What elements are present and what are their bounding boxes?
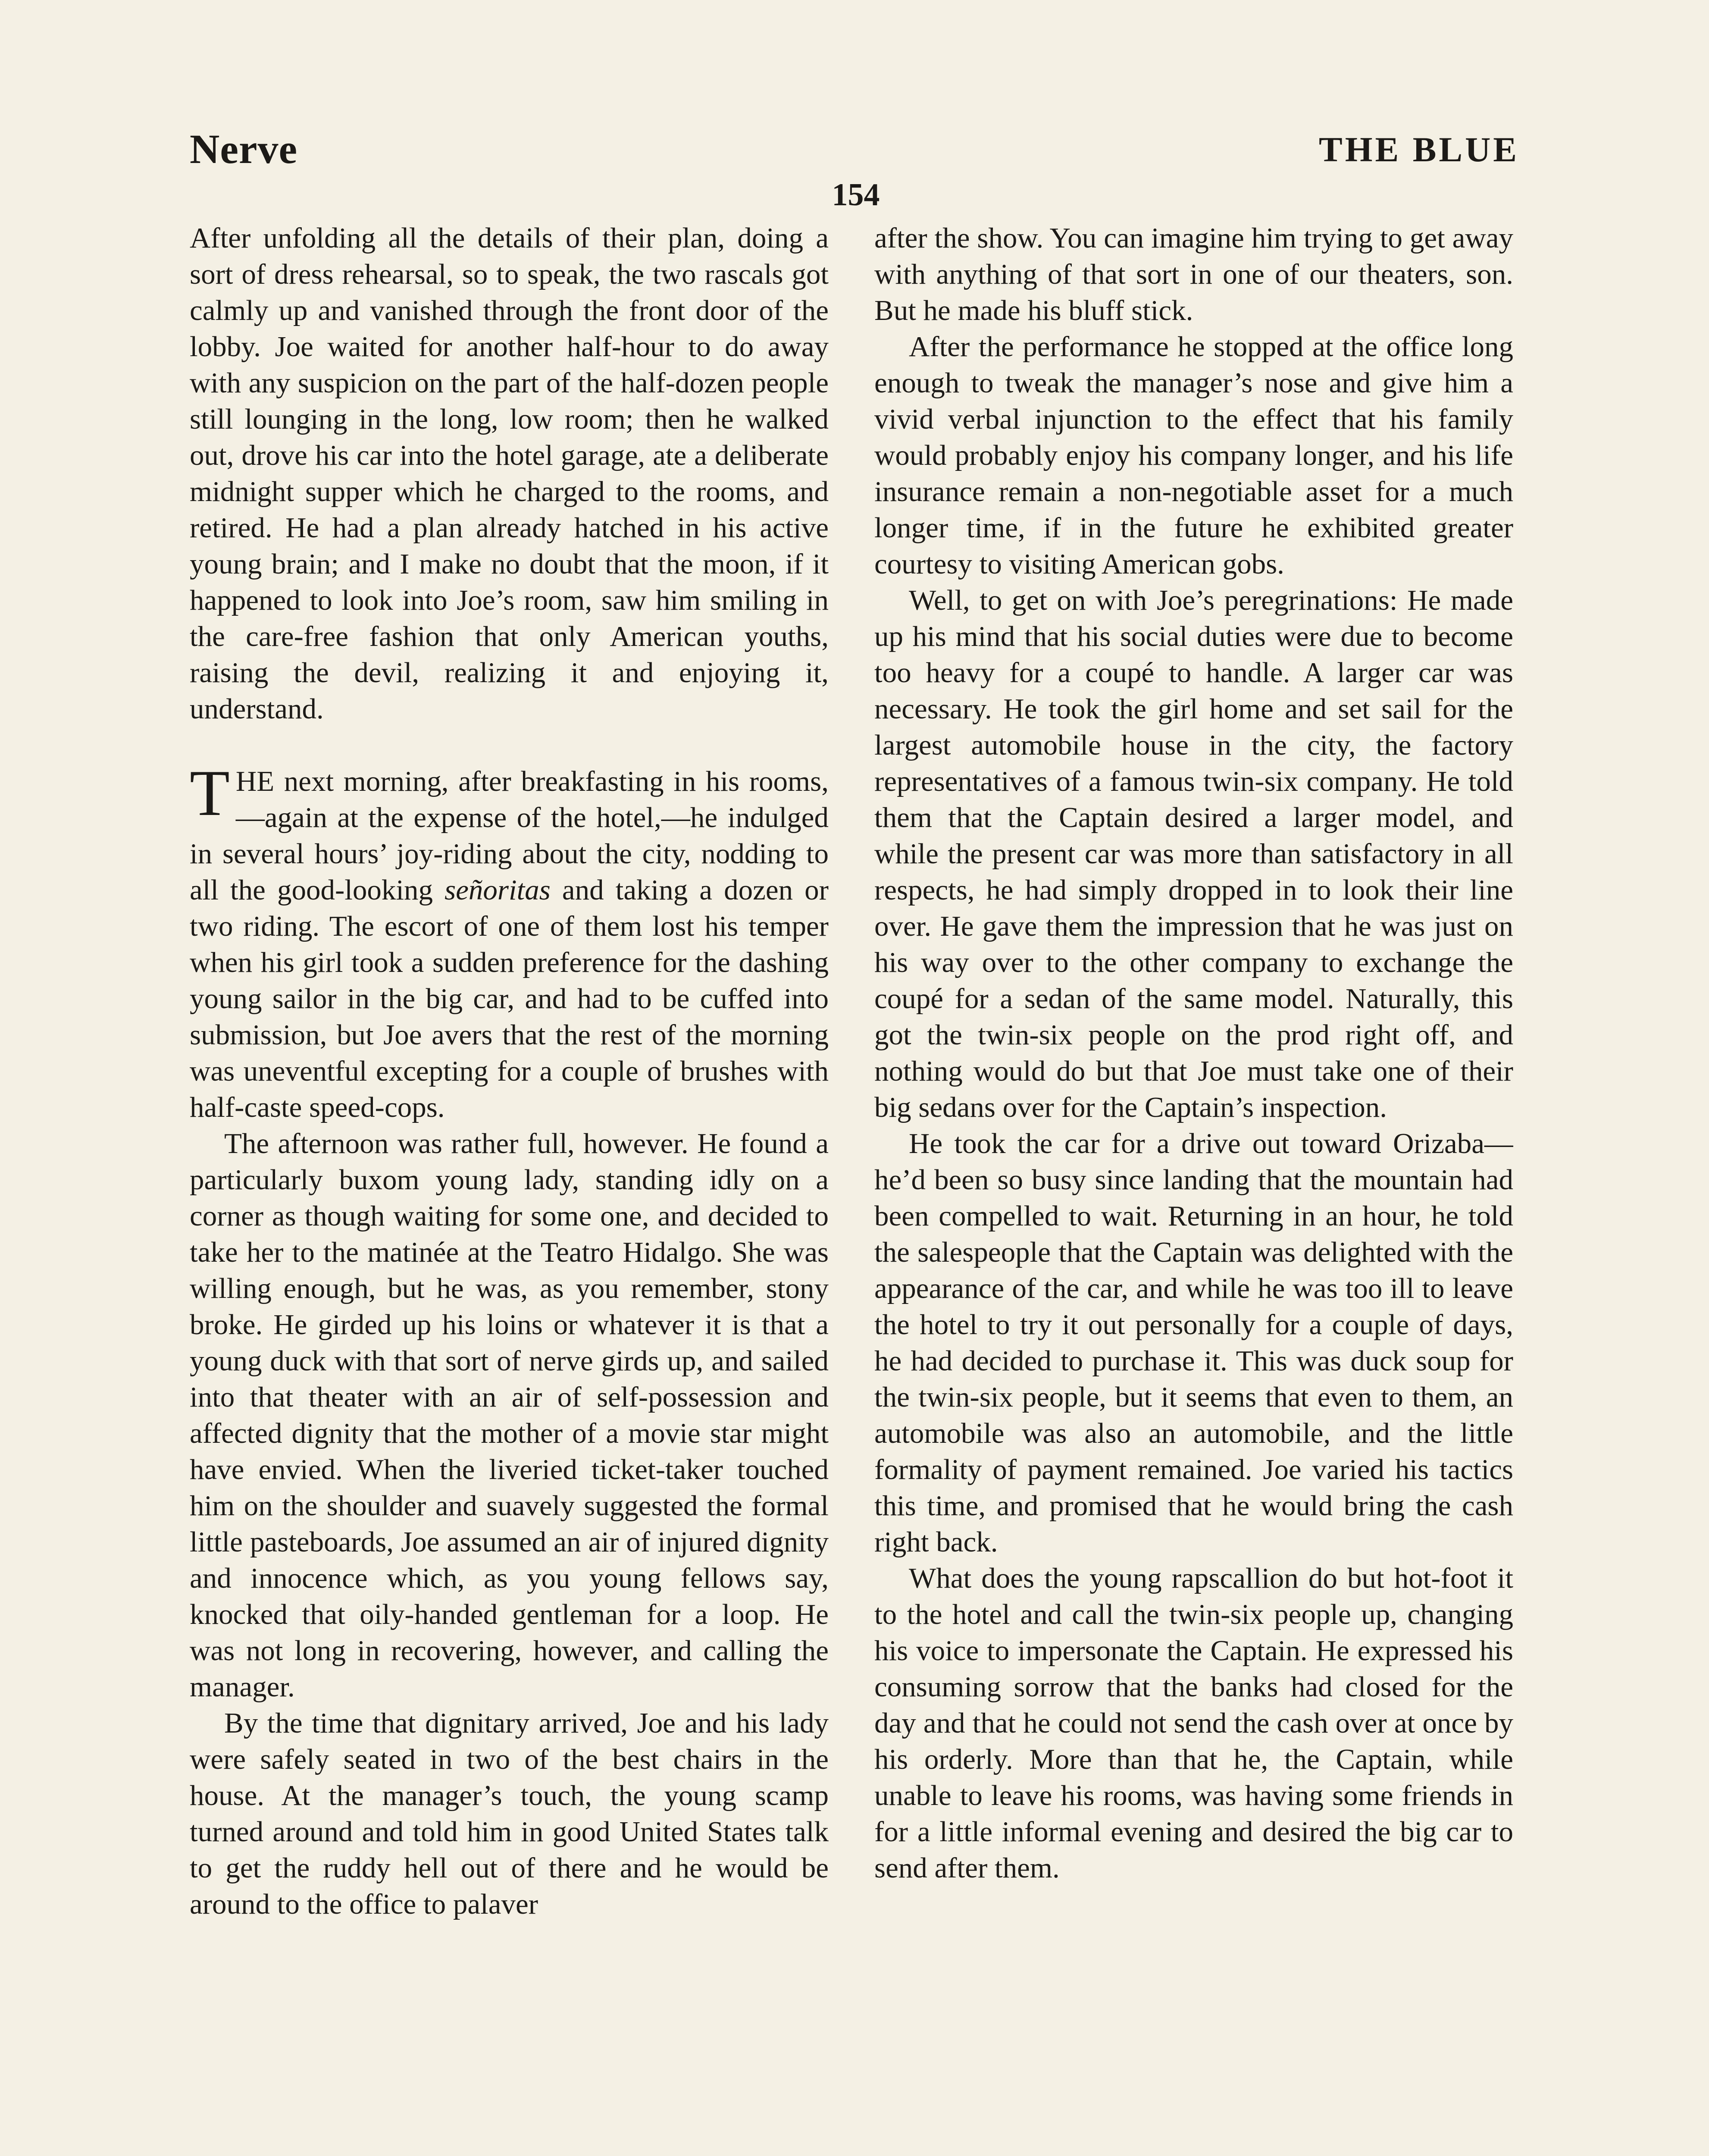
paragraph-text: and taking a dozen or two riding. The escort of one of them lost his temper when his girl took a sudden preference for the dashing young sailor in the big car, and had to be cuffed into submission, but Joe avers that the rest of the morning was uneventful excepting for a couple of brushes with half-caste speed-cops. (190, 874, 829, 1123)
paragraph: after the show. You can imagine him trying to get away with anything of that sort in one of our theaters, son. But he made his bluff stick. (874, 222, 1513, 326)
paragraph: After unfolding all the details of their plan, doing a sort of dress rehearsal, so to speak, the two rascals got calmly up and vanished through the front door of the lobby. Joe waited for another half-hour to do away with any suspicion on the part of the half-dozen people still lounging in the long, low room; then he walked out, drove his car into the hotel garage, ate a deliberate midnight supper which he charged to the rooms, and retired. He had a plan already hatched in his active young brain; and I make no doubt that the moon, if it happened to look into Joe’s room, saw him smiling in the care-free fashion that only American youths, raising the devil, realizing it and enjoying it, understand. (190, 222, 829, 725)
paragraph: Well, to get on with Joe’s peregrinations: He made up his mind that his social duties were due to become too heavy for a coupé to handle. A larger car was necessary. He took the girl home and set sail for the largest automobile house in the city, the factory representatives of a famous twin-six company. He told them that the Captain desired a larger model, and while the present car was more than satisfactory in all respects, he had simply dropped in to look their line over. He gave them the impression that he was just on his way over to the other company to exchange the coupé for a sedan of the same model. Naturally, this got the twin-six people on the prod right off, and nothing would do but that Joe must take one of their big sedans over for the Captain’s inspection. (874, 584, 1513, 1123)
left-column (190, 220, 829, 2156)
magazine-name: THE BLUE (1319, 130, 1519, 169)
italic-word: señoritas (444, 874, 551, 906)
paragraph: He took the car for a drive out toward Orizaba—he’d been so busy since landing that the mountain had been compelled to wait. Returning in an hour, he told the salespeople that the Captain was delighted with the appearance of the car, and while he was too ill to leave the hotel to try it out personally for a couple of days, he had decided to purchase it. This was duck soup for the twin-six people, but it seems that even to them, an automobile was also an automobile, and the little formality of payment remained. Joe varied his tactics this time, and promised that he would bring the cash right back. (874, 1128, 1513, 1558)
paragraph-text: HE next morning, after breakfasting in his rooms,—again at the expense of the hotel,—he indulged in several hours’ joy-riding about the city, nodding to all the good-looking (190, 765, 829, 906)
drop-cap: T (190, 757, 230, 829)
story-title: Nerve (190, 126, 298, 172)
paragraph: The afternoon was rather full, however. He found a particularly buxom young lady, standing idly on a corner as though waiting for some one, and decided to take her to the matinée at the Teatro Hidalgo. She was willing enough, but he was, as you remember, stony broke. He girded up his loins or whatever it is that a young duck with that sort of nerve girds up, and sailed into that theater with an air of self-possession and affected dignity that the mother of a movie star might have envied. When the liveried ticket-taker touched him on the shoulder and suavely suggested the formal little pasteboards, Joe assumed an air of injured dignity and innocence which, as you young fellows say, knocked that oily-handed gentleman for a loop. He was not long in recovering, however, and calling the manager. (190, 1128, 829, 1703)
paragraph: By the time that dignitary arrived, Joe and his lady were safely seated in two of the best chairs in the house. At the manager’s touch, the young scamp turned around and told him in good United States talk to get the ruddy hell out of there and he would be around to the office to palaver (190, 1707, 829, 1920)
section-start-paragraph (190, 757, 829, 1125)
right-column (874, 220, 1513, 2156)
paragraph: After the performance he stopped at the office long enough to tweak the manager’s nose and give him a vivid verbal injunction to the effect that his family would probably enjoy his company longer, and his life insurance remain a non-negotiable asset for a much longer time, if in the future he exhibited greater courtesy to visiting American gobs. (874, 331, 1513, 580)
paragraph: What does the young rapscallion do but hot-foot it to the hotel and call the twin-six people up, changing his voice to impersonate the Captain. He expressed his consuming sorrow that the banks had closed for the day and that he could not send the cash over at once by his orderly. More than that he, the Captain, while unable to leave his rooms, was having some friends in for a little informal evening and desired the big car to send after them. (874, 1562, 1513, 1884)
page-number: 154 (832, 177, 880, 213)
